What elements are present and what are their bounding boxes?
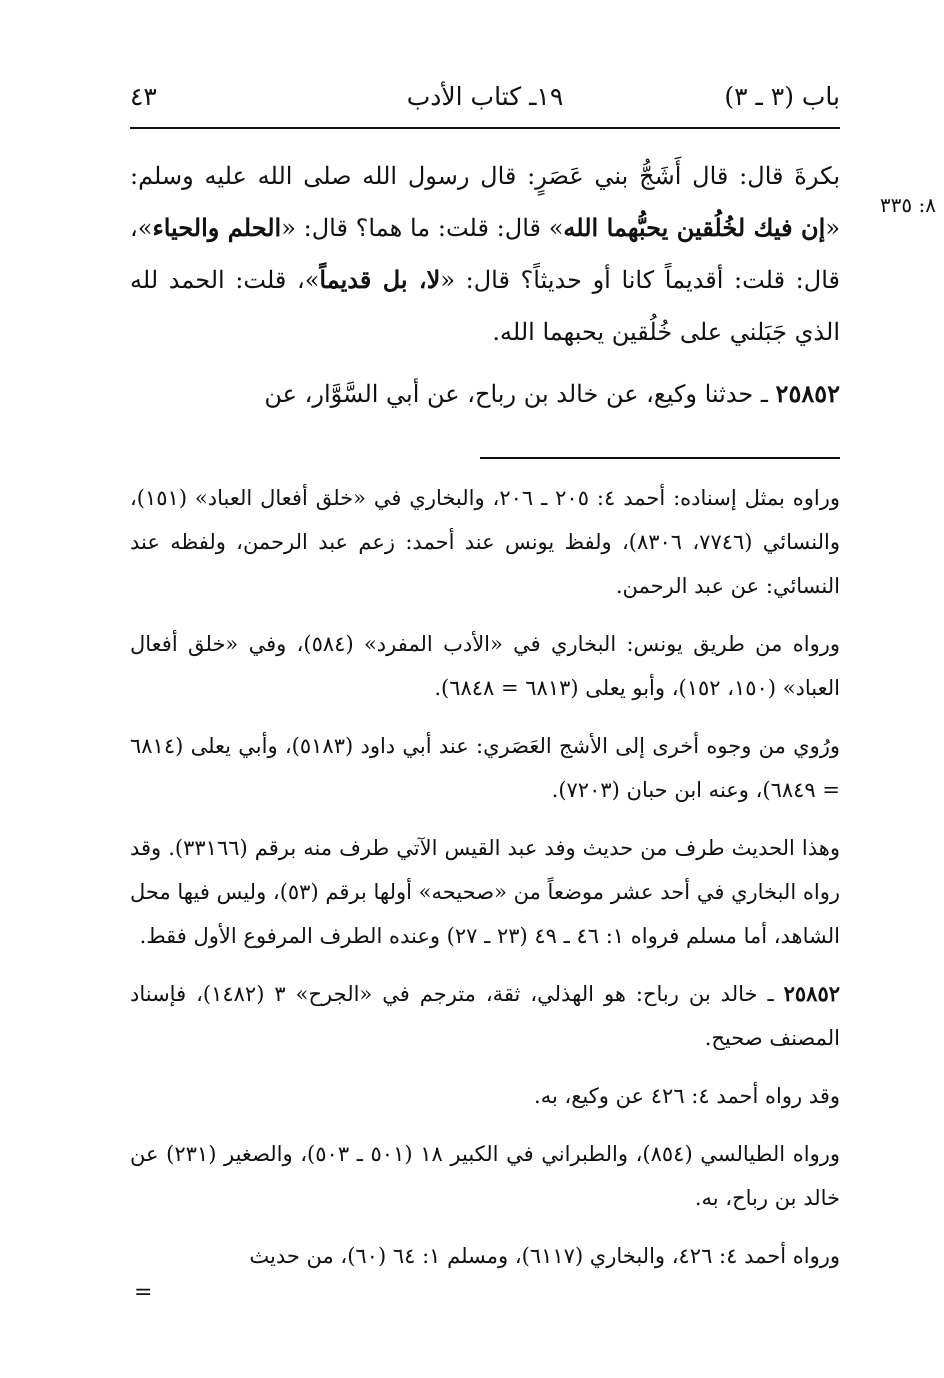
footnote-hadith-paragraph bbox=[130, 972, 840, 1060]
footnote-separator bbox=[480, 457, 840, 459]
text-run: »، قلت: الحمد لله الذي جَبَلني على خُلُقين يحبهما الله. bbox=[130, 266, 840, 346]
footnote-paragraph: ورُوي من وجوه أخرى إلى الأشج العَصَري: عند أبي داود (٥١٨٣)، وأبي يعلى (٦٨١٤ = ٦٨٤٩)، وعنه ابن حبان (٧٢٠٣). bbox=[130, 734, 840, 802]
footnote-hadith-number: ٢٥٨٥٢ bbox=[783, 981, 841, 1006]
header-rule bbox=[130, 127, 840, 129]
chapter-ref: باب (٣ ـ ٣) bbox=[724, 82, 840, 111]
hadith-text-paragraph bbox=[130, 150, 840, 358]
footnote-paragraph: ورواه من طريق يونس: البخاري في «الأدب المفرد» (٥٨٤)، وفي «خلق أفعال العباد» (١٥٠، ١٥٢)، وأبو يعلى (٦٨١٣ = ٦٨٤٨). bbox=[130, 632, 840, 700]
continuation-mark: = bbox=[134, 1280, 153, 1305]
quoted-bold: لا، بل قديماً bbox=[319, 265, 441, 294]
hadith-paragraph bbox=[130, 368, 840, 420]
footnote-paragraph: وهذا الحديث طرف من حديث وفد عبد القيس الآتي طرف منه برقم (٣٣١٦٦). وقد رواه البخاري في أحد عشر موضعاً من «صحيحه» أولها برقم (٥٣)، وليس فيها محل الشاهد، أما مسلم فرواه ١: ٤٦ ـ ٤٩ (٢٣ ـ ٢٧) وعنده الطرف المرفوع الأول فقط. bbox=[130, 836, 841, 948]
page-number: ٤٣ bbox=[130, 82, 157, 111]
hadith-text: ـ حدثنا وكيع، عن خالد بن رباح، عن أبي السَّوَّار، عن bbox=[264, 380, 776, 408]
main-text bbox=[130, 150, 840, 420]
footnote-paragraph: ورواه الطيالسي (٨٥٤)، والطبراني في الكبير ١٨ (٥٠١ ـ ٥٠٣)، والصغير (٢٣١) عن خالد بن رباح، به. bbox=[130, 1142, 840, 1210]
quoted-bold: إن فيك لخُلُقين يحبُّهما الله bbox=[563, 213, 826, 242]
footnote-paragraph: ورواه أحمد ٤: ٤٢٦، والبخاري (٦١١٧)، ومسلم ١: ٦٤ (٦٠)، من حديث bbox=[249, 1244, 840, 1268]
book-title: ١٩ـ كتاب الأدب bbox=[406, 82, 564, 111]
quoted-bold: الحلم والحياء bbox=[152, 213, 282, 242]
hadith-number: ٢٥٨٥٢ bbox=[775, 379, 840, 408]
footnote-paragraph: وراوه بمثل إسناده: أحمد ٤: ٢٠٥ ـ ٢٠٦، والبخاري في «خلق أفعال العباد» (١٥١)، والنسائي (٧٧٤٦، ٨٣٠٦)، ولفظ يونس عند أحمد: زعم عبد الرحمن، ولفظه عند النسائي: عن عبد الرحمن. bbox=[130, 486, 840, 598]
margin-reference: ٨: ٣٣٥ bbox=[879, 193, 936, 217]
text-run: بكرةَ قال: قال أَشَجُّ بني عَصَرٍ: قال رسول الله صلى الله عليه وسلم: « bbox=[130, 162, 841, 242]
footnotes bbox=[130, 476, 840, 1292]
footnote-paragraph: وقد رواه أحمد ٤: ٤٢٦ عن وكيع، به. bbox=[534, 1084, 840, 1108]
text-run: » قال: قلت: ما هما؟ قال: « bbox=[281, 214, 564, 242]
page-header bbox=[130, 82, 840, 122]
footnote-hadith-text: ـ خالد بن رباح: هو الهذلي، ثقة، مترجم في «الجرح» ٣ (١٤٨٢)، فإسناد المصنف صحيح. bbox=[130, 982, 840, 1050]
text-run: »، قال: قلت: أقديماً كانا أو حديثاً؟ قال: « bbox=[130, 214, 840, 294]
